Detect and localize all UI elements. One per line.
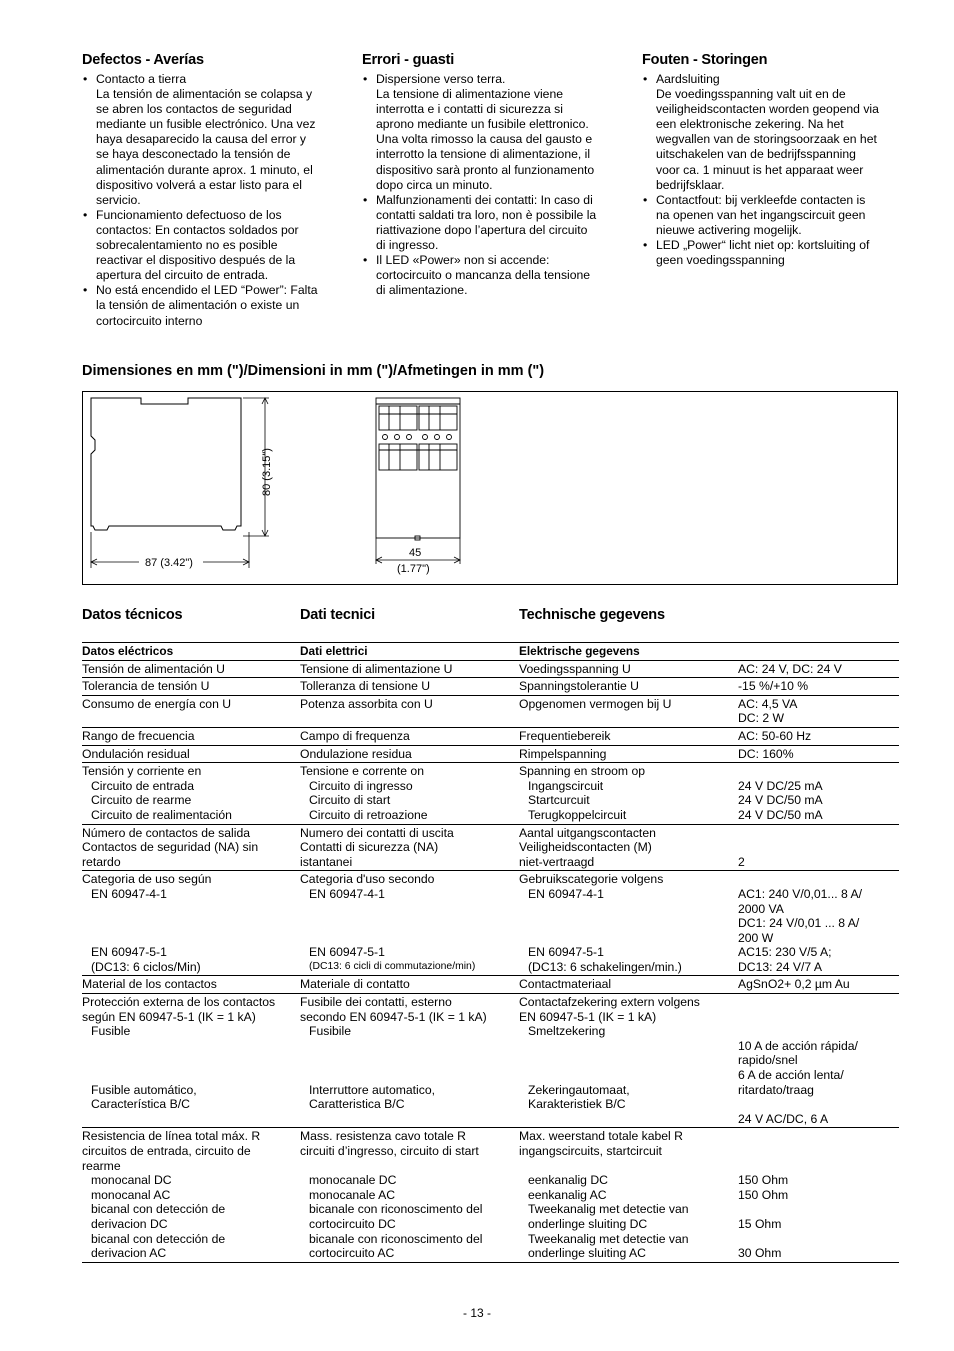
table-cell [519,695,738,727]
cell-line: Opgenomen vermogen bij U [519,696,672,711]
fault-line: riattivazione dopo l’apertura del circuito [376,222,588,237]
table-cell [82,994,300,1128]
fault-line: cortocircuito o mancanza della tensione [376,268,591,283]
cell-line: (DC13: 6 ciclos/Min) [91,959,201,974]
cell-line: Contatti di sicurezza (NA) [300,840,439,855]
cell-line: 30 Ohm [738,1246,782,1261]
width-label-in: (1.77") [397,563,430,575]
fault-line: dispositivo volverá a estar listo para el [96,177,302,192]
cell-line: según EN 60947-5-1 (IK = 1 kA) [82,1009,256,1024]
cell-line: 2000 VA [738,901,784,916]
fault-line: reactivar el dispositivo después de la [96,253,296,268]
table-cell [519,994,738,1128]
cell-line: ingangscircuits, startcircuit [519,1144,662,1158]
table-cell [82,976,300,994]
cell-line: Potenza assorbita con U [300,696,433,711]
cell-line: Spanning en stroom op [519,764,646,779]
cell-line: monocanale AC [309,1187,396,1202]
cell-line: AC: 4,5 VA [738,696,798,711]
table-cell [519,871,738,976]
cell-line: Material de los contactos [82,977,217,992]
cell-line: derivacion DC [91,1216,168,1231]
cell-line: Frequentiebereik [519,728,611,743]
fault-line: dispositivo sarà pronto al funzionamento [376,162,595,177]
table-cell [82,745,300,763]
table-row [82,678,899,696]
table-cell [519,1128,738,1262]
cell-line: istantanei [300,854,353,869]
cell-line: 150 Ohm [738,1187,789,1202]
table-cell [738,745,899,763]
fault-line: uitschakelen van de bedrijfsspanning [656,147,856,162]
fault-line: • LED „Power“ licht niet op: kortsluiting of [656,238,870,253]
fault-line: • Contacto a tierra [96,72,187,86]
table-cell [738,824,899,871]
fault-line: interrotto la tensione di alimentazione, il [376,147,591,162]
page-number: - 13 - [462,1306,491,1320]
fault-line: aprono mediante un fusibile elettronico. [376,117,589,132]
cell-line [738,1144,899,1159]
cell-line: derivacion AC [91,1246,167,1261]
fault-item [376,253,620,298]
cell-line: Mass. resistenza cavo totale R [300,1129,466,1144]
cell-line: onderlinge sluiting DC [528,1216,648,1231]
cell-line: cortocircuito DC [309,1216,396,1231]
cell-line: EN 60947-4-1 [309,886,385,901]
table-cell [300,976,519,994]
cell-line [738,1024,899,1039]
table-cell [519,763,738,824]
cell-line: Tensión y corriente en [82,764,202,779]
fault-line: alimentación durante aprox. 1 minuto, el [96,162,313,177]
fault-item [376,72,620,193]
cell-line: Contactafzekering extern volgens [519,995,700,1010]
table-cell [300,745,519,763]
cell-line: rapido/snel [738,1053,798,1068]
table-cell [519,824,738,871]
fault-line: een elektronische zekering. Na het [656,117,844,132]
fault-line: servicio. [96,192,141,207]
table-cell [738,1128,899,1262]
cell-line: Aantal uitgangscontacten [519,825,656,840]
cell-line: Veiligheidscontacten (M) [519,840,652,855]
table-row [82,871,899,976]
table-cell [738,660,899,678]
table-cell [300,678,519,696]
table-cell [300,824,519,871]
cell-line [519,902,738,917]
fault-item [96,208,340,283]
cell-line [300,1159,519,1174]
table-cell [519,745,738,763]
fault-line: cortocircuito interno [96,313,203,328]
cell-line [82,902,300,917]
cell-line: Circuito de entrada [91,778,194,793]
section-it: Dati elettrici [300,643,519,661]
faults-it [362,52,620,298]
table-cell [738,763,899,824]
fault-line: geen voedingsspanning [656,253,785,268]
cell-line: Circuito di retroazione [309,807,428,822]
table-cell [519,976,738,994]
table-cell [82,1128,300,1262]
cell-line: Consumo de energía con U [82,696,232,711]
cell-line: bicanal con detección de [91,1231,226,1246]
fault-line: se abren los contactos de seguridad [96,102,292,117]
fault-line: se haya desconectado la tensión de [96,147,291,162]
table-cell [82,871,300,976]
cell-line: Circuito di start [309,793,391,808]
faults-it-list [362,72,620,298]
cell-line: Contactos de seguridad (NA) sin [82,840,259,855]
cell-line: Rimpelspanning [519,746,607,761]
cell-line: DC1: 24 V/0,01 ... 8 A/ [738,916,860,931]
cell-line [738,1097,899,1112]
cell-line [738,872,899,887]
fault-line: voor ca. 1 minuut is het apparaat weer [656,162,864,177]
cell-line: Característica B/C [91,1097,190,1112]
cell-line [300,1053,519,1068]
cell-line: secondo EN 60947-5-1 (IK = 1 kA) [300,1009,487,1024]
fault-line: apertura del circuito de entrada. [96,268,269,283]
fault-line: • Dispersione verso terra. [376,72,506,86]
cell-line: Voedingsspanning U [519,661,631,676]
fault-line: • Contactfout: bij verkleefde contacten is [656,192,866,207]
front-view [376,398,460,540]
cell-line: Fusibile [309,1024,351,1039]
cell-line: Circuito de rearme [91,793,192,808]
faults-nl [642,52,900,268]
cell-line: (DC13: 6 cicli di commutazione/min) [309,960,476,972]
fault-line: haya desaparecido la causa del error y [96,132,307,147]
cell-line: EN 60947-5-1 [309,945,385,960]
cell-line: 6 A de acción lenta/ [738,1068,844,1083]
cell-line: circuitos de entrada, circuito de [82,1144,251,1158]
section-nl: Elektrische gegevens [519,643,738,661]
table-section-header [82,643,899,661]
cell-line: (DC13: 6 schakelingen/min.) [528,959,682,974]
fault-line: di ingresso. [376,238,439,253]
table-row [82,660,899,678]
height-label: 80 (3.15") [261,448,273,496]
cell-line: bicanal con detección de [91,1202,226,1217]
table-cell [519,678,738,696]
cell-line: 2 [738,854,745,869]
cell-line: Tolerancia de tensión U [82,679,210,694]
cell-line: EN 60947-4-1 [528,886,604,901]
fault-line: contactos: En contactos soldados por [96,222,299,237]
table-row [82,1128,899,1262]
tech-header-es: Datos técnicos [82,607,183,623]
cell-line: 24 V DC/25 mA [738,778,823,793]
table-cell [738,871,899,976]
technical-data-table [82,642,899,1263]
table-row [82,763,899,824]
table-cell [300,660,519,678]
cell-line: -15 %/+10 % [738,679,809,694]
cell-line: bicanale con riconoscimento del [309,1202,483,1217]
cell-line: 15 Ohm [738,1216,782,1231]
fault-line: sobrecalentamiento no es posible [96,238,278,253]
faults-nl-title: Fouten - Storingen [642,52,768,68]
cell-line [82,916,300,931]
dimension-drawing [83,392,899,586]
cell-line: circuiti d’ingresso, circuito di start [300,1144,479,1158]
cell-line: Circuito de realimentación [91,807,232,822]
cell-line: Categoria d'uso secondo [300,872,435,887]
table-cell [300,727,519,745]
cell-line: Numero dei contatti di uscita [300,825,454,840]
fault-line: Una volta rimosso la causa del gausto e [376,132,593,147]
table-cell [82,763,300,824]
cell-line [519,1039,738,1054]
cell-line: DC: 2 W [738,711,785,726]
fault-line: mediante un fusible electrónico. Una vez [96,117,316,132]
cell-line: Ondulación residual [82,746,190,761]
fault-line: di alimentazione. [376,283,468,298]
cell-line [738,1129,899,1144]
cell-line [82,931,300,946]
cell-line [82,1068,300,1083]
table-cell [82,727,300,745]
fault-line: nieuwe activering mogelijk. [656,222,802,237]
cell-line: Gebruikscategorie volgens [519,872,664,887]
cell-line: Smeltzekering [528,1024,606,1039]
table-cell [738,994,899,1128]
cell-line [300,902,519,917]
cell-line: bicanale con riconoscimento del [309,1231,483,1246]
cell-line: Tensione di alimentazione U [300,661,453,676]
side-view [91,398,241,530]
table-cell [738,976,899,994]
fault-item [96,72,340,208]
cell-line: eenkanalig DC [528,1173,608,1188]
table-row [82,695,899,727]
fault-item [96,283,340,328]
cell-line: 24 V DC/50 mA [738,807,823,822]
cell-line: onderlinge sluiting AC [528,1246,646,1261]
cell-line: Fusibile dei contatti, esterno [300,995,452,1010]
cell-line: 24 V DC/50 mA [738,793,823,808]
cell-line: Max. weerstand totale kabel R [519,1129,683,1144]
cell-line [300,1039,519,1054]
cell-line [300,931,519,946]
table-cell [82,660,300,678]
cell-line [519,1053,738,1068]
fault-line: la tensión de alimentación o existe un [96,298,300,313]
fault-line: na openen van het ingangscircuit geen [656,207,866,222]
cell-line: Categoria de uso según [82,872,212,887]
cell-line: 10 A de acción rápida/ [738,1038,858,1053]
cell-line: Startcurcuit [528,793,590,808]
table-cell [738,678,899,696]
fault-line: • Il LED «Power» non si accende: [376,253,550,268]
cell-line: rearme [82,1158,121,1173]
faults-es-list [82,72,340,329]
fault-line: bedrijfsklaar. [656,177,725,192]
fault-item [656,193,900,238]
cell-line: Fusible automático, [91,1082,197,1097]
section-value [738,643,899,661]
table-cell [82,824,300,871]
depth-label: 87 (3.42") [145,557,193,569]
dimensions-title: Dimensiones en mm (")/Dimensioni in mm (")/Afmetingen in mm (") [82,363,545,379]
width-label-mm: 45 [409,547,422,559]
fault-line: La tensione di alimentazione viene [376,87,564,102]
table-cell [300,871,519,976]
cell-line: Karakteristiek B/C [528,1097,626,1112]
cell-line: monocanale DC [309,1173,397,1188]
cell-line: eenkanalig AC [528,1187,607,1202]
cell-line: AgSnO2+ 0,2 µm Au [738,977,850,992]
cell-line [519,1068,738,1083]
cell-line: AC1: 240 V/0,01... 8 A/ [738,886,862,901]
cell-line: Protección externa de los contactos [82,995,276,1010]
cell-line: Tweekanalig met detectie van [528,1231,689,1246]
fault-line: • Funcionamiento defectuoso de los [96,207,282,222]
cell-line: Ondulazione residua [300,746,412,761]
fault-line: La tensión de alimentación se colapsa y [96,87,313,102]
fault-item [376,193,620,253]
fault-line: De voedingsspanning valt uit en de [656,87,846,102]
dimensions-drawing-box [82,391,898,585]
tech-header-it: Dati tecnici [300,607,375,623]
cell-line: Terugkoppelcircuit [528,807,627,822]
cell-line: Tolleranza di tensione U [300,679,431,694]
table-cell [82,678,300,696]
table-cell [300,1128,519,1262]
cell-line: Ingangscircuit [528,778,604,793]
faults-nl-list [642,72,900,268]
cell-line [738,764,899,779]
cell-line: EN 60947-5-1 [528,945,604,960]
cell-line [519,931,738,946]
table-cell [300,763,519,824]
cell-line: 200 W [738,930,774,945]
cell-line: DC13: 24 V/7 A [738,959,823,974]
cell-line: Rango de frecuencia [82,728,195,743]
cell-line [738,1232,899,1247]
tech-header-nl: Technische gegevens [519,607,665,623]
table-row [82,745,899,763]
table-row [82,976,899,994]
cell-line: monocanal AC [91,1187,171,1202]
cell-line: 150 Ohm [738,1173,789,1188]
fault-line: • Aardsluiting [656,72,720,86]
cell-line: Interruttore automatico, [309,1082,435,1097]
table-row [82,824,899,871]
section-es: Datos eléctricos [82,643,300,661]
cell-line: AC15: 230 V/5 A; [738,945,832,960]
cell-line: Tweekanalig met detectie van [528,1202,689,1217]
cell-line: AC: 24 V, DC: 24 V [738,661,842,676]
cell-line: niet-vertraagd [519,854,595,869]
cell-line [738,995,899,1010]
fault-line: veiligheidscontacten worden geopend via [656,102,879,117]
cell-line: EN 60947-5-1 [91,945,167,960]
cell-line: cortocircuito AC [309,1246,395,1261]
cell-line [738,1010,899,1025]
cell-line: 24 V AC/DC, 6 A [738,1111,829,1126]
cell-line: EN 60947-4-1 [91,886,167,901]
faults-it-title: Errori - guasti [362,52,455,68]
cell-line [519,1159,738,1174]
cell-line: Número de contactos de salida [82,825,251,840]
cell-line [82,1039,300,1054]
fault-item [656,238,900,268]
table-cell [300,695,519,727]
table-cell [519,727,738,745]
cell-line [738,840,899,855]
cell-line: Spanningstolerantie U [519,679,639,694]
fault-line: dopo circa un minuto. [376,177,493,192]
cell-line: Zekeringautomaat, [528,1082,630,1097]
cell-line: Contactmateriaal [519,977,612,992]
fault-item [656,72,900,193]
cell-line [738,1159,899,1174]
cell-line: retardo [82,854,121,869]
table-cell [82,695,300,727]
cell-line [300,916,519,931]
fault-line: interrotta e i contatti di sicurezza si [376,102,563,117]
table-cell [300,994,519,1128]
cell-line [738,826,899,841]
cell-line [519,916,738,931]
cell-line: DC: 160% [738,746,794,761]
fault-line: • Malfunzionamenti dei contatti: In caso di [376,192,593,207]
cell-line: monocanal DC [91,1173,172,1188]
table-row [82,727,899,745]
table-cell [738,695,899,727]
cell-line: AC: 50-60 Hz [738,728,812,743]
cell-line: ritardato/traag [738,1082,814,1097]
fault-line: contatti saldati tra loro, non è possibile la [376,207,597,222]
cell-line: Tensión de alimentación U [82,661,225,676]
cell-line: Circuito di ingresso [309,778,413,793]
cell-line: EN 60947-5-1 (IK = 1 kA) [519,1009,657,1024]
fault-line: • No está encendido el LED “Power”: Falta [96,283,318,298]
faults-es [82,52,340,329]
cell-line: Tensione e corrente on [300,764,424,779]
table-cell [519,660,738,678]
table-cell [738,727,899,745]
fault-line: wegvallen van de storingsoorzaak en het [656,132,877,147]
faults-es-title: Defectos - Averías [82,52,204,68]
cell-line [82,1053,300,1068]
cell-line: Fusible [91,1024,131,1039]
cell-line [300,1068,519,1083]
cell-line: Caratteristica B/C [309,1097,405,1112]
cell-line [738,1202,899,1217]
cell-line: Materiale di contatto [300,977,410,992]
cell-line: Campo di frequenza [300,728,410,743]
table-row [82,994,899,1128]
cell-line: Resistencia de línea total máx. R [82,1129,261,1144]
